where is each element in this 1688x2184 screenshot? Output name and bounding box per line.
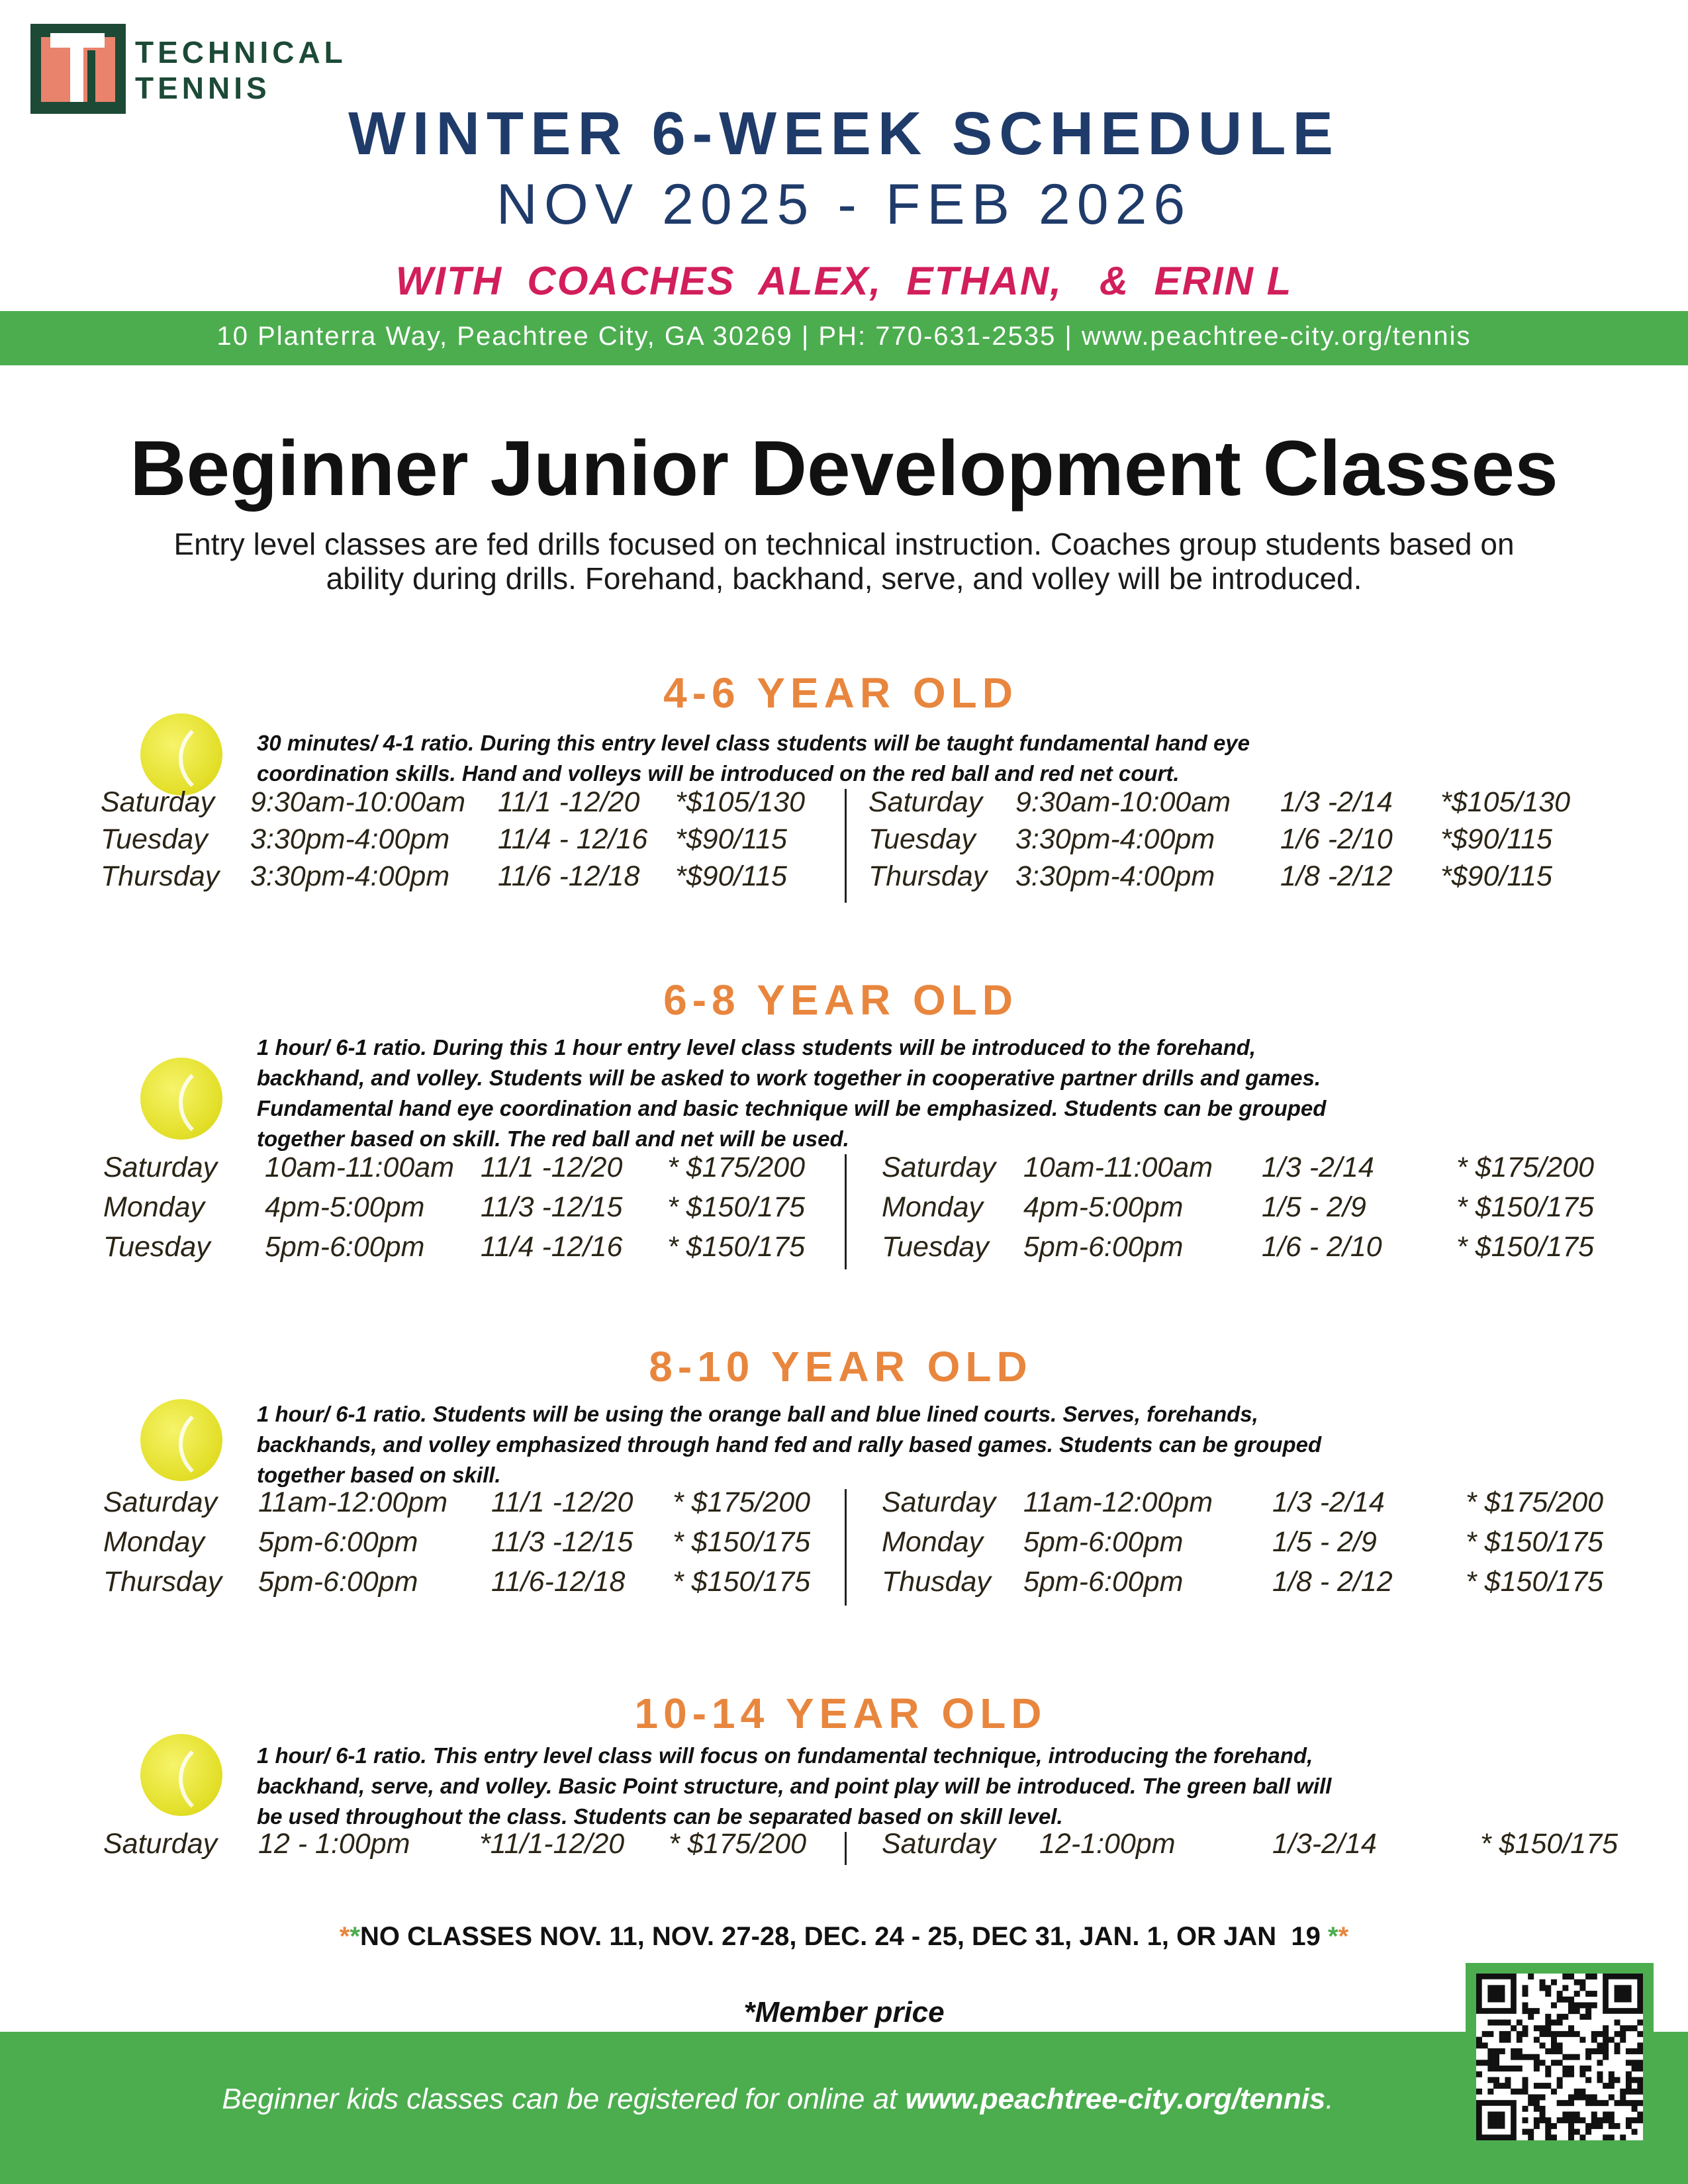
schedule-left-dates: 11/4 - 12/16 (498, 823, 648, 855)
schedule-dates: NOV 2025 - FEB 2026 (496, 173, 1192, 236)
schedule-right-price: *$90/115 (1440, 860, 1552, 892)
schedule-right-day: Tuesday (882, 1231, 989, 1263)
schedule-right-price: * $150/175 (1466, 1526, 1604, 1558)
logo-line2: TENNIS (135, 71, 271, 105)
coaches-line: WITH COACHES ALEX, ETHAN, & ERIN L (395, 259, 1293, 303)
address-text: 10 Planterra Way, Peachtree City, GA 30269 | PH: 770-631-2535 | www.peachtree-city.org/tennis (216, 322, 1472, 351)
schedule-left-time: 5pm-6:00pm (258, 1526, 418, 1558)
schedule-right-day: Saturday (882, 1828, 996, 1860)
schedule-left-time: 10am-11:00am (265, 1152, 455, 1183)
no-classes-notice (0, 1922, 1688, 1952)
schedule-left-dates: 11/6-12/18 (491, 1566, 626, 1598)
schedule-left-dates: 11/1 -12/20 (491, 1486, 633, 1518)
footer-prefix: Beginner kids classes can be registered for online at (222, 2083, 906, 2115)
schedule-right-time: 9:30am-10:00am (1015, 786, 1231, 818)
schedule-right-price: * $150/175 (1456, 1191, 1595, 1223)
schedule-left-day: Saturday (103, 1152, 218, 1183)
star-icon: * (1338, 1922, 1349, 1951)
schedule-right-time: 5pm-6:00pm (1023, 1566, 1184, 1598)
schedule-right-price: * $150/175 (1480, 1828, 1618, 1860)
schedule-left-day: Monday (103, 1526, 205, 1558)
schedule-left-time: 12 - 1:00pm (258, 1828, 410, 1860)
schedule-left-price: * $175/200 (669, 1828, 807, 1860)
intro-line: ability during drills. Forehand, backhand, serve, and volley will be introduced. (326, 561, 1362, 596)
schedule-left-day: Saturday (103, 1828, 218, 1860)
schedule-title: WINTER 6-WEEK SCHEDULE (348, 100, 1340, 167)
schedule-left-time: 9:30am-10:00am (250, 786, 466, 818)
schedule-left-dates: 11/1 -12/20 (481, 1152, 623, 1183)
section-description (257, 1399, 1554, 1490)
schedule-left-day: Saturday (103, 1486, 218, 1518)
schedule-right-price: * $150/175 (1466, 1566, 1604, 1598)
schedule-right-price: *$105/130 (1440, 786, 1571, 818)
schedule-left-day: Tuesday (101, 823, 208, 855)
term-divider (845, 1832, 847, 1865)
schedule-left-day: Thursday (101, 860, 220, 892)
schedule-right-time: 4pm-5:00pm (1023, 1191, 1184, 1223)
notice-text: NO CLASSES NOV. 11, NOV. 27-28, DEC. 24 - 25, DEC 31, JAN. 1, OR JAN 19 (359, 1922, 1321, 1951)
term-divider (845, 1489, 847, 1606)
schedule-right-day: Tuesday (868, 823, 976, 855)
registration-link[interactable]: www.peachtree-city.org/tennis (905, 2083, 1326, 2115)
description-line: together based on skill. The red ball and net will be used. (257, 1126, 849, 1151)
section-title: 10-14 YEAR OLD (634, 1690, 1047, 1737)
schedule-left-time: 5pm-6:00pm (258, 1566, 418, 1598)
qr-code-icon (1476, 1974, 1643, 2140)
star-icon: * (1328, 1922, 1338, 1951)
schedule-right-day: Saturday (882, 1152, 996, 1183)
schedule-left-time: 4pm-5:00pm (265, 1191, 425, 1223)
description-line: backhand, serve, and volley. Basic Point structure, and point play will be introduced. The green ball will (257, 1774, 1332, 1798)
schedule-left-price: *$90/115 (675, 823, 787, 855)
description-line: 1 hour/ 6-1 ratio. During this 1 hour entry level class students will be introduced to the forehand, (257, 1035, 1256, 1060)
schedule-left-price: *$105/130 (675, 786, 806, 818)
schedule-right-day: Monday (882, 1191, 983, 1223)
schedule-left-price: * $150/175 (667, 1231, 806, 1263)
schedule-right-dates: 1/3-2/14 (1272, 1828, 1377, 1860)
schedule-left-day: Saturday (101, 786, 215, 818)
schedule-left-time: 11am-12:00pm (258, 1486, 448, 1518)
schedule-left-price: * $150/175 (667, 1191, 806, 1223)
tennis-ball-icon (140, 1734, 222, 1816)
schedule-right-dates: 1/5 - 2/9 (1272, 1526, 1377, 1558)
schedule-right-dates: 1/8 - 2/12 (1272, 1566, 1393, 1598)
page-title: Beginner Junior Development Classes (130, 425, 1558, 512)
description-line: Fundamental hand eye coordination and basic technique will be emphasized. Students can be grouped (257, 1096, 1327, 1120)
section-description (257, 728, 1554, 789)
description-line: backhands, and volley emphasized through hand fed and rally based games. Students can be grouped (257, 1432, 1322, 1457)
schedule-right-price: * $175/200 (1456, 1152, 1595, 1183)
schedule-right-dates: 1/8 -2/12 (1280, 860, 1393, 892)
schedule-right-time: 10am-11:00am (1023, 1152, 1213, 1183)
qr-code[interactable] (1476, 1974, 1643, 2140)
star-icon: * (339, 1922, 350, 1951)
section-title: 6-8 YEAR OLD (663, 976, 1018, 1024)
schedule-right-dates: 1/3 -2/14 (1280, 786, 1393, 818)
section-description (257, 1741, 1554, 1832)
schedule-right-day: Saturday (868, 786, 983, 818)
schedule-left-price: *$90/115 (675, 860, 787, 892)
schedule-left-day: Monday (103, 1191, 205, 1223)
logo-text (135, 34, 347, 106)
tennis-ball-icon (140, 713, 222, 796)
schedule-left-time: 3:30pm-4:00pm (250, 860, 450, 892)
schedule-left-price: * $175/200 (673, 1486, 811, 1518)
term-divider (845, 789, 847, 903)
schedule-right-dates: 1/3 -2/14 (1262, 1152, 1374, 1183)
section-title: 4-6 YEAR OLD (663, 669, 1018, 717)
description-line: 1 hour/ 6-1 ratio. Students will be using the orange ball and blue lined courts. Serves, forehands, (257, 1402, 1258, 1426)
section-description (257, 1032, 1554, 1154)
description-line: 30 minutes/ 4-1 ratio. During this entry level class students will be taught fundamental hand eye (257, 731, 1250, 755)
schedule-left-price: * $175/200 (667, 1152, 806, 1183)
schedule-right-dates: 1/5 - 2/9 (1262, 1191, 1366, 1223)
section-title: 8-10 YEAR OLD (649, 1343, 1033, 1390)
intro-line: Entry level classes are fed drills focused on technical instruction. Coaches group students based on (173, 527, 1515, 561)
schedule-right-time: 5pm-6:00pm (1023, 1231, 1184, 1263)
schedule-right-day: Thursday (868, 860, 988, 892)
schedule-left-dates: 11/1 -12/20 (498, 786, 640, 818)
description-line: be used throughout the class. Students can be separated based on skill level. (257, 1804, 1063, 1829)
schedule-left-dates: 11/3 -12/15 (491, 1526, 633, 1558)
schedule-right-dates: 1/6 - 2/10 (1262, 1231, 1382, 1263)
schedule-left-day: Tuesday (103, 1231, 211, 1263)
schedule-right-time: 5pm-6:00pm (1023, 1526, 1184, 1558)
schedule-left-dates: 11/6 -12/18 (498, 860, 640, 892)
schedule-right-price: *$90/115 (1440, 823, 1552, 855)
schedule-right-time: 12-1:00pm (1039, 1828, 1176, 1860)
schedule-left-dates: 11/3 -12/15 (481, 1191, 623, 1223)
description-line: coordination skills. Hand and volleys will be introduced on the red ball and red net court. (257, 761, 1180, 786)
footer-text (0, 2083, 1556, 2116)
schedule-left-price: * $150/175 (673, 1566, 811, 1598)
schedule-left-dates: 11/4 -12/16 (481, 1231, 623, 1263)
description-line: 1 hour/ 6-1 ratio. This entry level class will focus on fundamental technique, introducing the forehand, (257, 1743, 1313, 1768)
schedule-right-price: * $150/175 (1456, 1231, 1595, 1263)
schedule-left-time: 3:30pm-4:00pm (250, 823, 450, 855)
schedule-right-time: 3:30pm-4:00pm (1015, 860, 1215, 892)
schedule-right-day: Thusday (882, 1566, 991, 1598)
tennis-ball-icon (140, 1058, 222, 1140)
schedule-right-dates: 1/6 -2/10 (1280, 823, 1393, 855)
schedule-right-price: * $175/200 (1466, 1486, 1604, 1518)
schedule-left-day: Thursday (103, 1566, 222, 1598)
schedule-left-time: 5pm-6:00pm (265, 1231, 425, 1263)
star-icon: * (350, 1922, 360, 1951)
term-divider (845, 1154, 847, 1269)
schedule-right-day: Monday (882, 1526, 983, 1558)
description-line: together based on skill. (257, 1463, 501, 1487)
footer-suffix: . (1325, 2083, 1334, 2115)
logo-line1: TECHNICAL (135, 35, 347, 69)
schedule-right-day: Saturday (882, 1486, 996, 1518)
schedule-left-dates: *11/1-12/20 (479, 1828, 625, 1860)
schedule-left-price: * $150/175 (673, 1526, 811, 1558)
intro-text (66, 527, 1622, 596)
schedule-right-dates: 1/3 -2/14 (1272, 1486, 1385, 1518)
tennis-ball-icon (140, 1399, 222, 1481)
schedule-right-time: 11am-12:00pm (1023, 1486, 1213, 1518)
member-price-note: *Member price (743, 1996, 945, 2028)
schedule-right-time: 3:30pm-4:00pm (1015, 823, 1215, 855)
description-line: backhand, and volley. Students will be asked to work together in cooperative partner drills and games. (257, 1066, 1321, 1090)
